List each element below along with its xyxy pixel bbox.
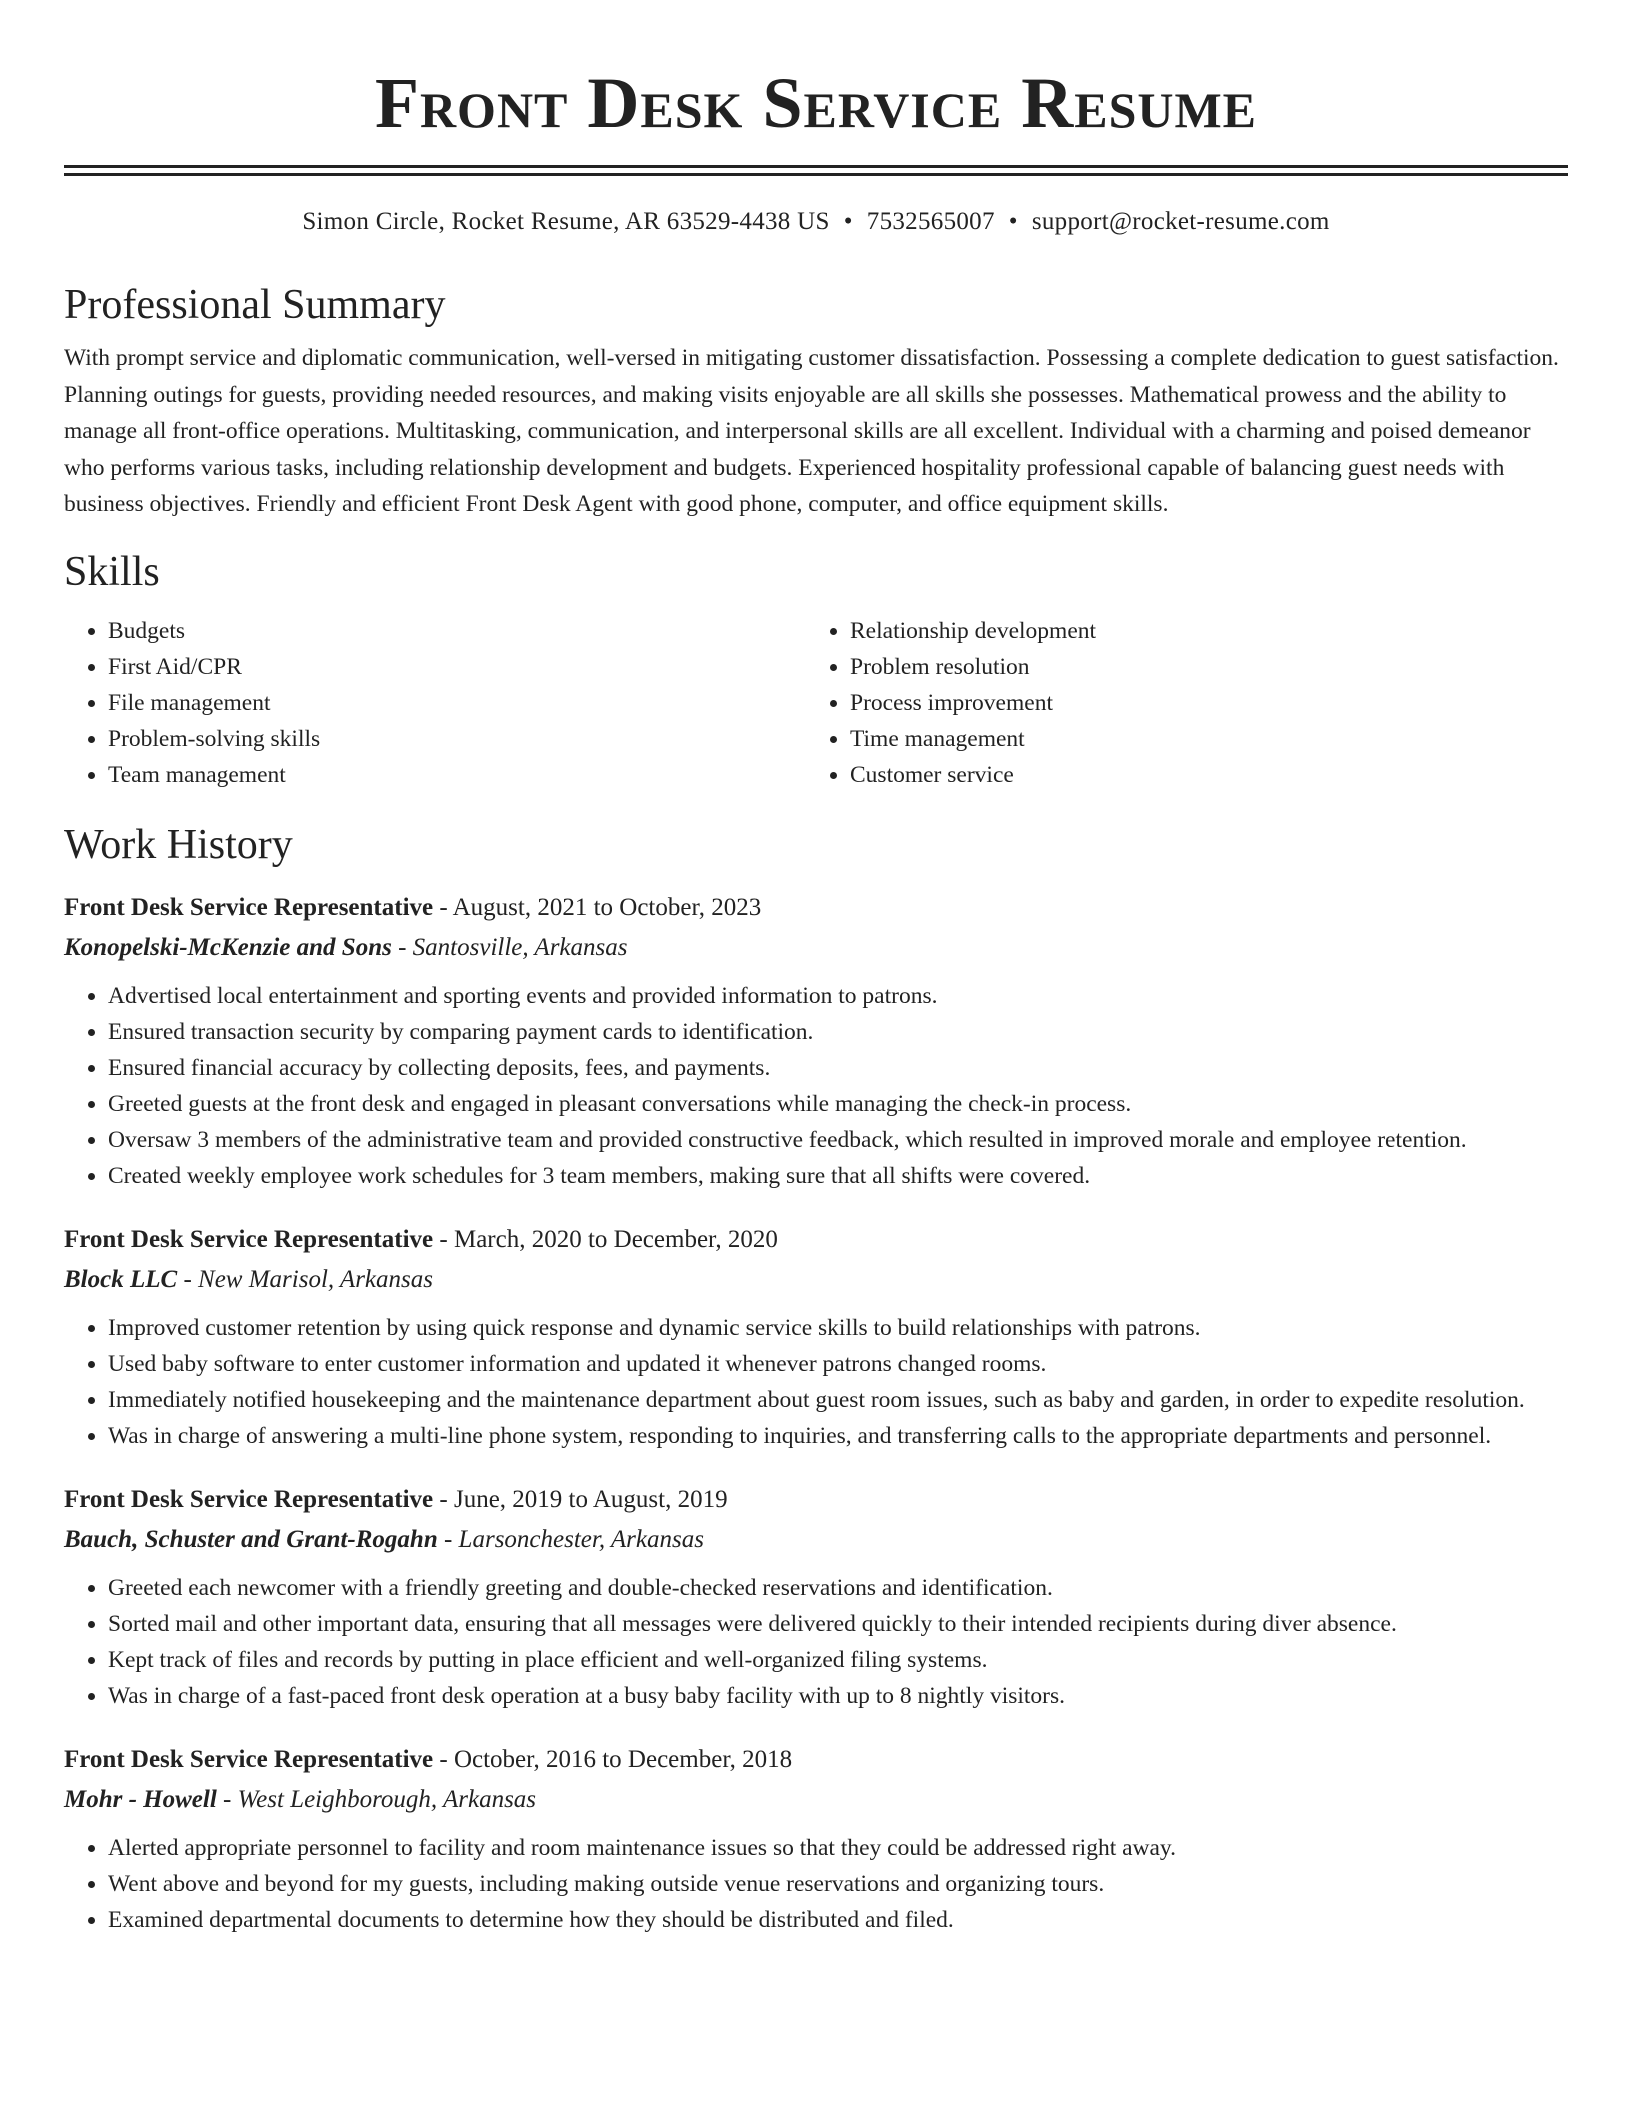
contact-phone: 7532565007 <box>866 208 995 235</box>
job-bullets <box>64 1830 1568 1938</box>
job-bullet: • Oversaw 3 members of the administrative team and provided constructive feedback, which resulted in improved morale and employee retention. <box>108 1122 1568 1158</box>
job-location: - Santosville, Arkansas <box>391 933 628 961</box>
job-bullet: • Kept track of files and records by putting in place efficient and well-organized filing systems. <box>108 1642 1568 1678</box>
job-location: - Larsonchester, Arkansas <box>437 1525 704 1553</box>
job-bullet: • Alerted appropriate personnel to facility and room maintenance issues so that they could be addressed right away. <box>108 1830 1568 1866</box>
resume-page <box>64 0 1568 1938</box>
skill-item: • Process improvement <box>850 685 1568 721</box>
job-company: Block LLC <box>64 1265 178 1293</box>
skill-item: • Budgets <box>108 613 806 649</box>
skills-right-list <box>806 613 1568 793</box>
job-bullet: • Greeted each newcomer with a friendly greeting and double-checked reservations and identification. <box>108 1570 1568 1606</box>
job-bullets <box>64 1570 1568 1714</box>
skill-item: • File management <box>108 685 806 721</box>
job-dates: - June, 2019 to August, 2019 <box>433 1485 728 1513</box>
skills-columns <box>64 613 1568 793</box>
job-bullet: • Was in charge of answering a multi-line phone system, responding to inquiries, and transferring calls to the appropriate departments and personnel. <box>108 1418 1568 1454</box>
resume-title: Front Desk Service Resume <box>374 63 1258 143</box>
job-bullet: • Ensured financial accuracy by collecting deposits, fees, and payments. <box>108 1050 1568 1086</box>
job-title-line <box>64 1220 1568 1260</box>
job-company: Mohr - Howell <box>64 1785 217 1813</box>
job-bullet: • Improved customer retention by using quick response and dynamic service skills to build relationships with patrons. <box>108 1310 1568 1346</box>
job-entry <box>64 1220 1568 1454</box>
skill-item: • Time management <box>850 721 1568 757</box>
job-bullet: • Was in charge of a fast-paced front desk operation at a busy baby facility with up to 8 nightly visitors. <box>108 1678 1568 1714</box>
skill-item: • Team management <box>108 757 806 793</box>
job-bullets <box>64 978 1568 1194</box>
contact-line <box>64 204 1568 240</box>
job-title: Front Desk Service Representative <box>64 1225 434 1253</box>
job-title-line <box>64 1740 1568 1780</box>
job-company-line <box>64 1260 1568 1300</box>
job-dates: - August, 2021 to October, 2023 <box>433 893 762 921</box>
job-company-line <box>64 1520 1568 1560</box>
skill-item: • Problem resolution <box>850 649 1568 685</box>
job-title-line <box>64 1480 1568 1520</box>
job-entry <box>64 1480 1568 1714</box>
job-bullet: • Went above and beyond for my guests, including making outside venue reservations and organizing tours. <box>108 1866 1568 1902</box>
job-entry <box>64 1740 1568 1938</box>
job-company: Bauch, Schuster and Grant-Rogahn <box>64 1525 438 1553</box>
job-bullet: • Advertised local entertainment and sporting events and provided information to patrons. <box>108 978 1568 1014</box>
job-bullet: • Sorted mail and other important data, ensuring that all messages were delivered quickly to their intended recipients during diver absence. <box>108 1606 1568 1642</box>
contact-separator: • <box>1008 208 1018 235</box>
summary-heading: Professional Summary <box>64 282 446 328</box>
job-bullet: • Immediately notified housekeeping and the maintenance department about guest room issues, such as baby and garden, in order to expedite resolution. <box>108 1382 1568 1418</box>
job-dates: - October, 2016 to December, 2018 <box>433 1745 793 1773</box>
contact-address: Simon Circle, Rocket Resume, AR 63529-4438 US <box>302 208 830 235</box>
job-location: - West Leighborough, Arkansas <box>216 1785 537 1813</box>
job-entry <box>64 888 1568 1194</box>
job-company-line <box>64 928 1568 968</box>
job-bullets <box>64 1310 1568 1454</box>
skill-item: • Customer service <box>850 757 1568 793</box>
job-bullet: • Used baby software to enter customer information and updated it whenever patrons changed rooms. <box>108 1346 1568 1382</box>
job-dates: - March, 2020 to December, 2020 <box>433 1225 778 1253</box>
job-location: - New Marisol, Arkansas <box>177 1265 433 1293</box>
job-title: Front Desk Service Representative <box>64 1745 434 1773</box>
skill-item: • Relationship development <box>850 613 1568 649</box>
summary-text: With prompt service and diplomatic communication, well-versed in mitigating customer dissatisfaction. Possessing a complete dedication to guest satisfaction. Planning outings for guests, providing needed resources, and making visits enjoyable are all skills she possesses. Mathematical prowess and the ability to manage all front-office operations. Multitasking, communication, and interpersonal skills are all excellent. Individual with a charming and poised demeanor who performs various tasks, including relationship development and budgets. Experienced hospitality professional capable of balancing guest needs with business objectives. Friendly and efficient Front Desk Agent with good phone, computer, and office equipment skills. <box>64 345 1559 517</box>
job-title-line <box>64 888 1568 928</box>
skill-item: • First Aid/CPR <box>108 649 806 685</box>
skills-left-list <box>64 613 806 793</box>
title-double-rule <box>64 165 1568 176</box>
job-title: Front Desk Service Representative <box>64 1485 434 1513</box>
skills-heading: Skills <box>64 548 160 595</box>
job-title: Front Desk Service Representative <box>64 893 434 921</box>
job-company: Konopelski-McKenzie and Sons <box>64 933 392 961</box>
job-bullet: • Created weekly employee work schedules for 3 team members, making sure that all shifts were covered. <box>108 1158 1568 1194</box>
job-bullet: • Examined departmental documents to determine how they should be distributed and filed. <box>108 1902 1568 1938</box>
work-history-heading: Work History <box>64 821 293 868</box>
contact-separator: • <box>843 208 853 235</box>
job-bullet: • Greeted guests at the front desk and engaged in pleasant conversations while managing the check-in process. <box>108 1086 1568 1122</box>
job-bullet: • Ensured transaction security by comparing payment cards to identification. <box>108 1014 1568 1050</box>
skill-item: • Problem-solving skills <box>108 721 806 757</box>
contact-email[interactable]: support@rocket-resume.com <box>1031 208 1330 235</box>
job-company-line <box>64 1780 1568 1820</box>
